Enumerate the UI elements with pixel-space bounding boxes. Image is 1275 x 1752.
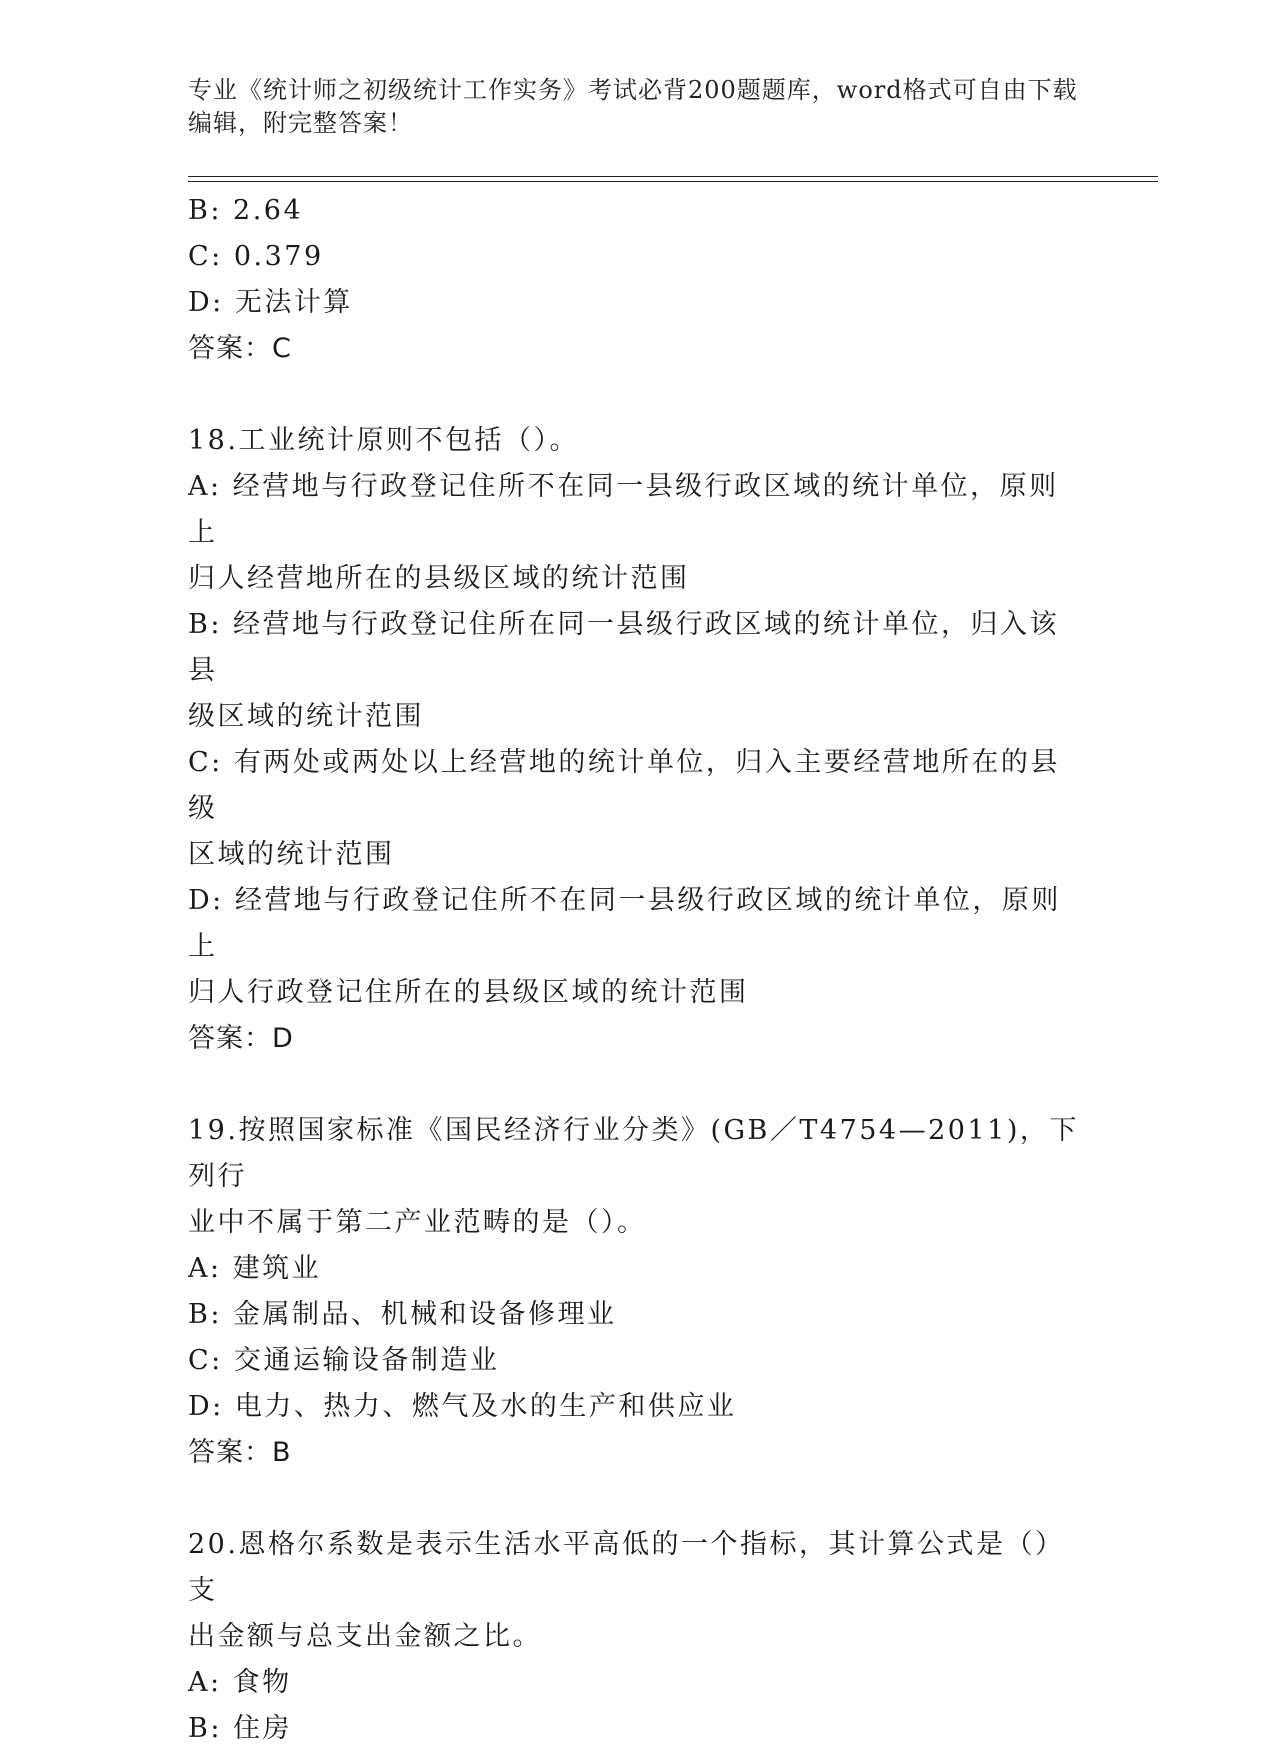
document-header	[188, 74, 1088, 140]
q20-option-a: A: 食物	[188, 1667, 292, 1698]
header-divider-top	[188, 176, 1158, 177]
q18-option-b-line-2: 级区域的统计范围	[188, 701, 424, 732]
q19-option-c: C: 交通运输设备制造业	[188, 1345, 500, 1376]
q18-option-c-line-2: 区域的统计范围	[188, 839, 395, 870]
spacer	[188, 1476, 1088, 1522]
question-content	[188, 188, 1088, 1752]
q18-option-d-line-2: 归人行政登记住所在的县级区域的统计范围	[188, 977, 749, 1008]
spacer	[188, 372, 1088, 418]
spacer	[188, 1062, 1088, 1108]
header-divider-bottom	[188, 181, 1158, 182]
q20-stem-line-1: 20.恩格尔系数是表示生活水平高低的一个指标，其计算公式是（）支	[188, 1529, 1065, 1606]
q17-option-b: B: 2.64	[188, 195, 304, 226]
q18-option-c-line-1: C: 有两处或两处以上经营地的统计单位，归入主要经营地所在的县级	[188, 747, 1060, 824]
q18-option-b-line-1: B: 经营地与行政登记住所在同一县级行政区域的统计单位，归入该县	[188, 609, 1060, 686]
q18-option-d-line-1: D: 经营地与行政登记住所不在同一县级行政区域的统计单位，原则上	[188, 885, 1061, 962]
q17-answer: 答案：C	[188, 333, 292, 364]
q20-stem-line-2: 出金额与总支出金额之比。	[188, 1621, 542, 1652]
q19-option-d: D: 电力、热力、燃气及水的生产和供应业	[188, 1391, 737, 1422]
q17-option-c: C: 0.379	[188, 241, 324, 272]
question-18	[188, 418, 1088, 1062]
q18-option-a-line-2: 归人经营地所在的县级区域的统计范围	[188, 563, 690, 594]
q19-option-b: B: 金属制品、机械和设备修理业	[188, 1299, 617, 1330]
question-17-tail	[188, 188, 1088, 372]
question-20	[188, 1522, 1088, 1752]
q18-answer: 答案：D	[188, 1023, 294, 1054]
question-19	[188, 1108, 1088, 1476]
q19-stem-line-1: 19.按照国家标准《国民经济行业分类》(GB／T4754—2011)，下列行	[188, 1115, 1079, 1192]
header-line-2: 编辑，附完整答案！	[188, 109, 413, 137]
q19-answer: 答案：B	[188, 1437, 292, 1468]
q18-stem: 18.工业统计原则不包括（）。	[188, 425, 579, 456]
q19-stem-line-2: 业中不属于第二产业范畴的是（）。	[188, 1207, 647, 1238]
q19-option-a: A: 建筑业	[188, 1253, 322, 1284]
q20-option-b: B: 住房	[188, 1713, 293, 1744]
q17-option-d: D: 无法计算	[188, 287, 353, 318]
q18-option-a-line-1: A: 经营地与行政登记住所不在同一县级行政区域的统计单位，原则上	[188, 471, 1059, 548]
header-line-1: 专业《统计师之初级统计工作实务》考试必背200题题库，word格式可自由下载	[188, 76, 1078, 104]
